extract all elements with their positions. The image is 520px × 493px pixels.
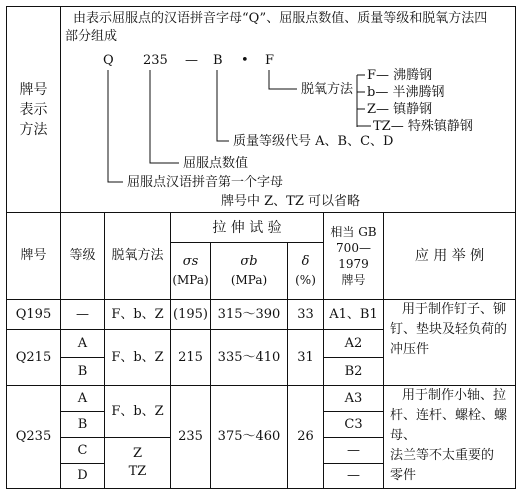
label-cell: [7, 7, 61, 213]
deox-method-label: 脱氧方法: [301, 82, 354, 97]
application-line: 冲压件: [390, 342, 430, 357]
gb-line: 1979: [338, 257, 369, 271]
gb-line: 700—: [336, 241, 371, 255]
description-cell: [61, 7, 515, 213]
code-dash: —: [185, 53, 198, 68]
label-line: 方法: [19, 121, 48, 138]
q195-delta: 33: [288, 300, 324, 330]
sigma-s-symbol: σs: [182, 254, 199, 269]
header-sigma-b: [211, 243, 288, 300]
intro-line-1: 由表示屈服点的汉语拼音字母“Q”、屈服点数值、质量等级和脱氧方法四: [73, 11, 488, 26]
header-gb: [324, 213, 384, 300]
q195-grade: Q195: [7, 300, 61, 330]
intro-line-2: 部分组成: [65, 29, 118, 44]
application-line: 零件: [390, 468, 417, 483]
q215-gb-b2: B2: [324, 358, 384, 386]
header-tensile: 拉 伸 试 验: [171, 213, 324, 243]
q215-gb-a2: A2: [324, 330, 384, 358]
q215-grade: Q215: [7, 330, 61, 386]
q195-deox: F、b、Z: [105, 300, 171, 330]
deox-item-tz: TZ— 特殊镇静钢: [373, 119, 473, 134]
deox-item-f: F— 沸腾钢: [367, 68, 433, 83]
steel-grade-table: [6, 6, 516, 489]
q235-gb-c: —: [324, 438, 384, 464]
grade-code-note: 质量等级代号 A、B、C、D: [233, 134, 394, 149]
header-delta: [288, 243, 324, 300]
header-sigma-s: [171, 243, 211, 300]
label-line: 牌号: [19, 81, 48, 98]
q215-level-b: B: [61, 358, 105, 386]
delta-symbol: δ: [301, 254, 310, 269]
code-deox: F: [265, 53, 275, 68]
code-grade: B: [213, 53, 223, 68]
q235-delta: 26: [288, 386, 324, 488]
q235-grade: Q235: [7, 386, 61, 488]
application-line: 钉、垫块及轻负荷的: [390, 322, 508, 337]
yield-value-note: 屈服点数值: [183, 156, 249, 171]
q235-application: [384, 386, 515, 488]
header-grade-mark: 牌号: [7, 213, 61, 300]
application-line: 法兰等不太重要的: [390, 448, 495, 463]
application-line: 用于制作小轴、拉: [402, 388, 507, 403]
code-number: 235: [143, 53, 168, 68]
header-application: 应 用 举 例: [384, 213, 515, 300]
q215-level-a: A: [61, 330, 105, 358]
q215-delta: 31: [288, 330, 324, 386]
q235-level-c: C: [61, 438, 105, 464]
header-deox: 脱氧方法: [105, 213, 171, 300]
delta-unit: (%): [295, 273, 316, 287]
q195-q215-application: [384, 300, 515, 386]
sigma-b-symbol: σb: [240, 254, 258, 269]
q235-level-b: B: [61, 412, 105, 438]
application-line: 杆、连杆、螺栓、螺母、: [390, 408, 508, 443]
omission-note: 牌号中 Z、TZ 可以省略: [221, 194, 361, 209]
q235-gb-c3: C3: [324, 412, 384, 438]
gb-line: 牌号: [341, 273, 366, 287]
header-level: 等级: [61, 213, 105, 300]
code-q: Q: [103, 53, 114, 68]
q215-deox: F、b、Z: [105, 330, 171, 386]
deox-item-b: b— 半沸腾钢: [367, 85, 445, 100]
pinyin-letter-note: 屈服点汉语拼音第一个字母: [127, 175, 284, 190]
q235-gb-a3: A3: [324, 386, 384, 412]
deox-item-z: Z— 镇静钢: [367, 102, 433, 117]
q195-sigma-b: 315～390: [211, 300, 288, 330]
q235-deox-ab: F、b、Z: [105, 386, 171, 438]
sigma-b-unit: (MPa): [230, 273, 268, 287]
q235-level-d: D: [61, 464, 105, 488]
q215-sigma-s: 215: [171, 330, 211, 386]
q195-level: —: [61, 300, 105, 330]
q235-sigma-s: 235: [171, 386, 211, 488]
gb-line: 相当 GB: [330, 225, 377, 239]
sigma-s-unit: (MPa): [172, 273, 209, 287]
q235-sigma-b: 375～460: [211, 386, 288, 488]
deox-z: Z: [132, 446, 143, 461]
q215-sigma-b: 335～410: [211, 330, 288, 386]
label-line: 表示: [19, 101, 48, 118]
code-dot: •: [241, 53, 249, 68]
q235-level-a: A: [61, 386, 105, 412]
q235-gb-d: —: [324, 464, 384, 488]
application-line: 用于制作钉子、铆: [402, 302, 507, 317]
q195-sigma-s: (195): [171, 300, 211, 330]
q235-deox-cd: [105, 438, 171, 488]
q195-gb: A1、B1: [324, 300, 384, 330]
deox-tz: TZ: [128, 464, 147, 479]
